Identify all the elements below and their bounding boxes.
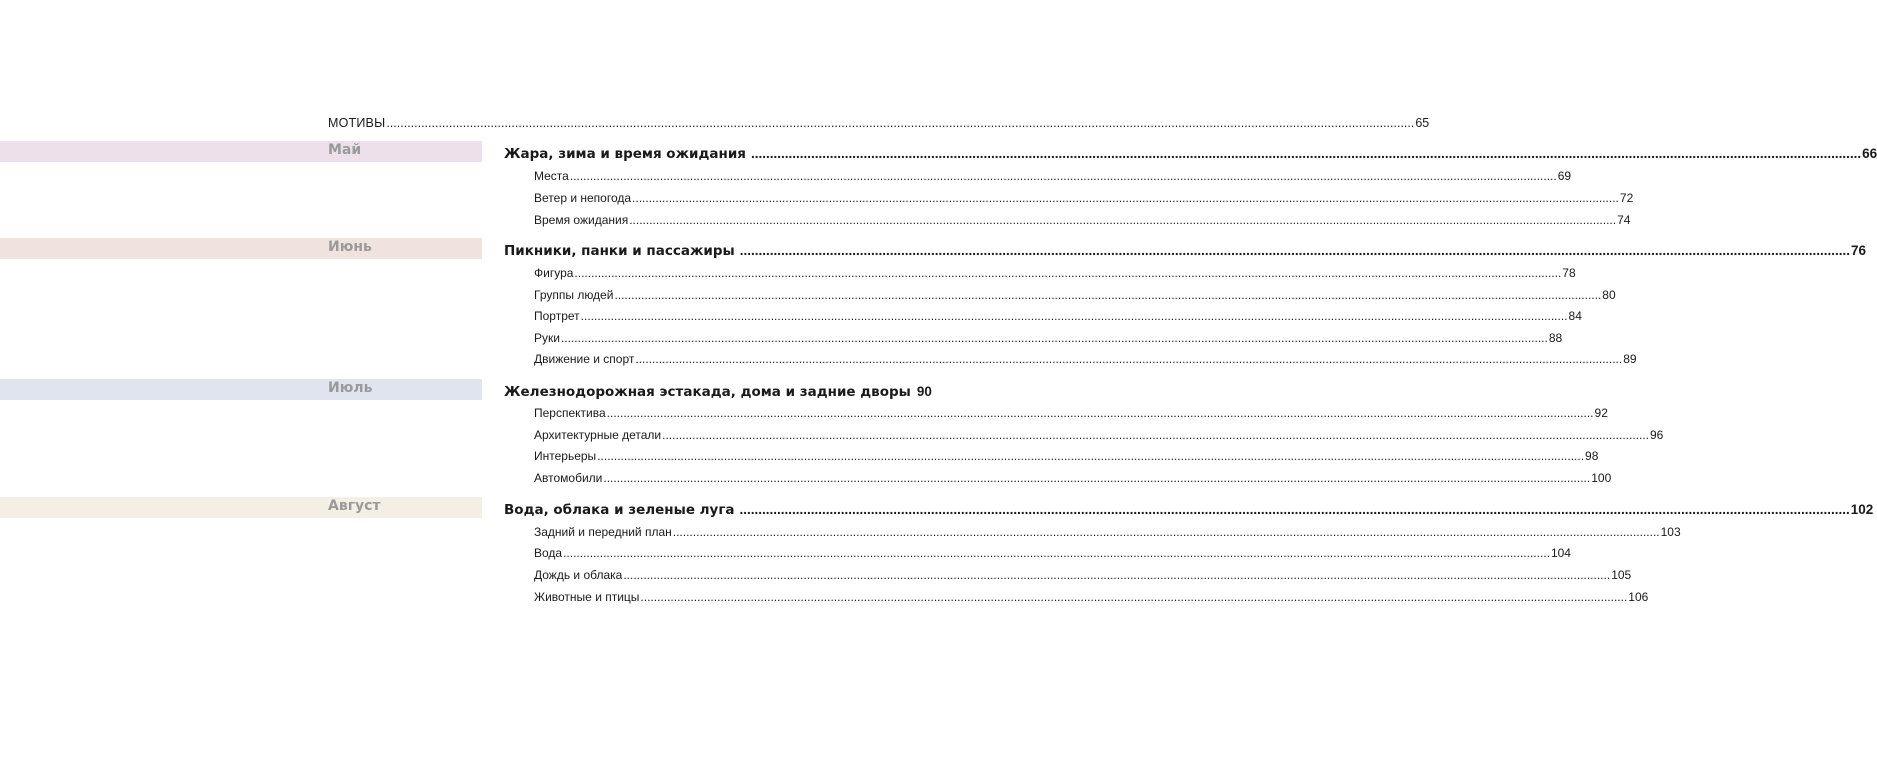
toc-entry-label: Автомобили — [534, 471, 603, 485]
toc-entry[interactable] — [534, 288, 1616, 302]
toc-entry-page: 69 — [1557, 169, 1572, 183]
toc-entry[interactable] — [534, 169, 1572, 183]
dot-leader — [640, 590, 1627, 604]
dot-leader — [386, 116, 1414, 130]
toc-entry-label: Места — [534, 169, 569, 183]
dot-leader — [603, 471, 1590, 485]
toc-entry-label: Архитектурные детали — [534, 428, 662, 442]
toc-entry[interactable] — [534, 309, 1582, 323]
section-page: 102 — [1850, 502, 1874, 517]
toc-entry[interactable] — [534, 191, 1634, 205]
toc-entry-label: Время ожидания — [534, 213, 629, 227]
toc-entry-label: Интерьеры — [534, 449, 597, 463]
month-label: Май — [328, 142, 362, 158]
month-label: Июнь — [328, 239, 372, 255]
toc-section-heading[interactable] — [504, 502, 1874, 518]
dot-leader — [673, 525, 1660, 539]
toc-entry[interactable] — [534, 525, 1681, 539]
toc-entry-page: 72 — [1619, 191, 1634, 205]
toc-entry-page: 84 — [1568, 309, 1582, 323]
dot-leader — [561, 331, 1548, 345]
toc-entry[interactable] — [534, 546, 1571, 560]
toc-entry-label: Группы людей — [534, 288, 614, 302]
month-band-august — [0, 497, 482, 518]
toc-section-heading[interactable] — [504, 146, 1877, 162]
dot-leader — [635, 352, 1622, 366]
toc-entry-page: 104 — [1550, 546, 1571, 560]
month-band-july — [0, 379, 482, 400]
month-band-june — [0, 238, 482, 259]
toc-entry[interactable] — [534, 568, 1632, 582]
toc-entry[interactable] — [534, 352, 1637, 366]
toc-entry-label: Фигура — [534, 266, 574, 280]
toc-entry[interactable] — [534, 471, 1612, 485]
dot-leader — [740, 502, 1850, 517]
toc-entry-label: Вода — [534, 546, 563, 560]
toc-section-heading[interactable] — [504, 243, 1866, 259]
toc-entry[interactable] — [534, 213, 1631, 227]
toc-entry-page: 88 — [1548, 331, 1563, 345]
toc-entry-page: 105 — [1611, 568, 1632, 582]
dot-leader — [629, 213, 1616, 227]
toc-entry[interactable] — [534, 428, 1664, 442]
toc-entry-label: Дождь и облака — [534, 568, 623, 582]
toc-entry[interactable] — [534, 590, 1649, 604]
toc-entry[interactable] — [534, 266, 1576, 280]
dot-leader — [563, 546, 1550, 560]
toc-entry[interactable] — [534, 406, 1608, 420]
section-title: Вода, облака и зеленые луга — [504, 502, 735, 518]
section-title: Железнодорожная эстакада, дома и задние дворы — [504, 384, 911, 400]
dot-leader — [751, 146, 1861, 161]
dot-leader — [607, 406, 1594, 420]
toc-entry-label: Руки — [534, 331, 560, 345]
toc-entry-page: 96 — [1649, 428, 1664, 442]
toc-entry[interactable] — [534, 331, 1563, 345]
toc-entry-page: 80 — [1602, 288, 1616, 302]
toc-section-heading[interactable] — [504, 384, 932, 400]
month-label: Август — [328, 498, 381, 514]
month-band-may — [0, 141, 482, 162]
toc-entry-page: 74 — [1617, 213, 1631, 227]
dot-leader — [597, 449, 1584, 463]
toc-entry-page: 78 — [1562, 266, 1576, 280]
section-title: Пикники, панки и пассажиры — [504, 243, 735, 259]
dot-leader — [570, 169, 1557, 183]
section-page: 66 — [1862, 146, 1877, 161]
toc-entry-label: Задний и передний план — [534, 525, 672, 539]
toc-entry-label: Портрет — [534, 309, 580, 323]
toc-entry-page: 92 — [1594, 406, 1608, 420]
dot-leader — [623, 568, 1610, 582]
section-title: Жара, зима и время ожидания — [504, 146, 746, 162]
dot-leader — [740, 243, 1850, 258]
section-page: 76 — [1850, 243, 1866, 258]
toc-entry[interactable] — [534, 449, 1599, 463]
toc-entry-label: МОТИВЫ — [328, 116, 386, 130]
toc-entry-page: 100 — [1591, 471, 1612, 485]
toc-entry-label: Перспектива — [534, 406, 606, 420]
toc-entry-page: 98 — [1585, 449, 1599, 463]
toc-entry-page: 65 — [1415, 116, 1430, 130]
dot-leader — [574, 266, 1561, 280]
toc-entry-label: Ветер и непогода — [534, 191, 632, 205]
dot-leader — [662, 428, 1649, 442]
toc-entry-page: 103 — [1660, 525, 1681, 539]
toc-entry-page: 89 — [1623, 352, 1637, 366]
dot-leader — [632, 191, 1619, 205]
toc-entry-label: Движение и спорт — [534, 352, 635, 366]
section-page: 90 — [916, 384, 932, 399]
dot-leader — [581, 309, 1568, 323]
toc-entry-page: 106 — [1628, 590, 1649, 604]
toc-intro-entry[interactable] — [328, 116, 1430, 130]
month-label: Июль — [328, 380, 373, 396]
toc-entry-label: Животные и птицы — [534, 590, 640, 604]
dot-leader — [614, 288, 1601, 302]
